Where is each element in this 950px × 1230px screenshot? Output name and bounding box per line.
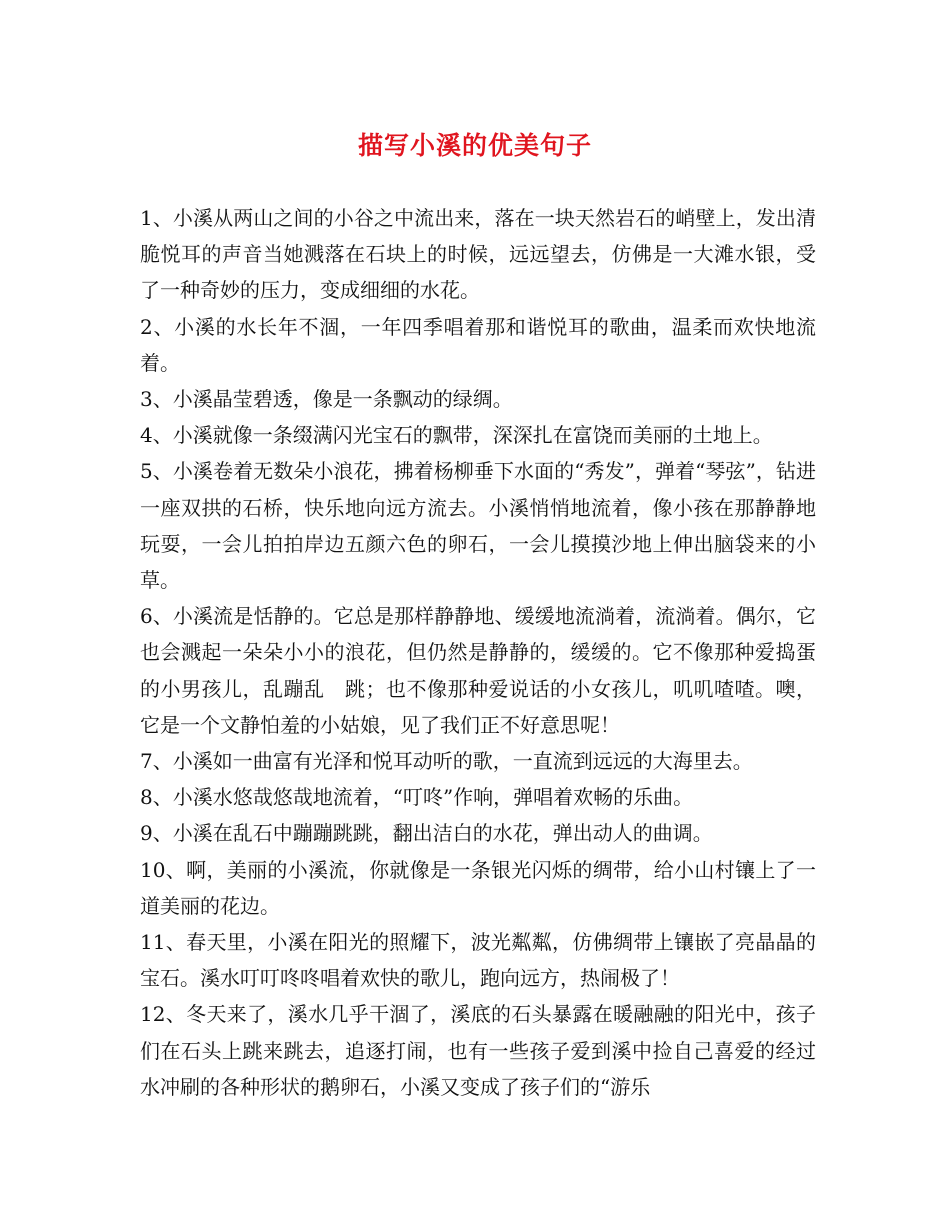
document-body xyxy=(140,200,816,1105)
paragraph-3: 3、小溪晶莹碧透，像是一条飘动的绿绸。 xyxy=(140,387,513,412)
page-title: 描写小溪的优美句子 xyxy=(357,131,592,160)
paragraph-10: 10、啊，美丽的小溪流，你就像是一条银光闪烁的绸带，给小山村镶上了一道美丽的花边。 xyxy=(140,857,816,918)
paragraph-2: 2、小溪的水长年不涸，一年四季唱着那和谐悦耳的歌曲，温柔而欢快地流着。 xyxy=(140,314,816,375)
paragraph-7: 7、小溪如一曲富有光泽和悦耳动听的歌，一直流到远远的大海里去。 xyxy=(140,749,753,774)
paragraph-11: 11、春天里，小溪在阳光的照耀下，波光粼粼，仿佛绸带上镶嵌了亮晶晶的宝石。溪水叮叮咚咚唱着欢快的歌儿，跑向远方，热闹极了！ xyxy=(140,930,816,991)
paragraph-6: 6、小溪流是恬静的。它总是那样静静地、缓缓地流淌着，流淌着。偶尔，它也会溅起一朵朵小小的浪花，但仍然是静静的，缓缓的。它不像那种爱捣蛋的小男孩儿，乱蹦乱 跳；也不像那种爱说话的小女孩儿，叽叽喳喳。噢，它是一个文静怕羞的小姑娘，见了我们正不好意思呢！ xyxy=(140,604,816,737)
paragraph-5: 5、小溪卷着无数朵小浪花，拂着杨柳垂下水面的“秀发”，弹着“琴弦”，钻进一座双拱的石桥，快乐地向远方流去。小溪悄悄地流着，像小孩在那静静地玩耍，一会儿拍拍岸边五颜六色的卵石，一会儿摸摸沙地上伸出脑袋来的小草。 xyxy=(140,459,816,593)
paragraph-12: 12、冬天来了，溪水几乎干涸了，溪底的石头暴露在暖融融的阳光中，孩子们在石头上跳来跳去，追逐打闹，也有一些孩子爱到溪中捡自己喜爱的经过水冲刷的各种形状的鹅卵石，小溪又变成了孩子们的“游乐 xyxy=(140,1002,816,1099)
paragraph-9: 9、小溪在乱石中蹦蹦跳跳，翻出洁白的水花，弹出动人的曲调。 xyxy=(140,821,713,846)
paragraph-4: 4、小溪就像一条缀满闪光宝石的飘带，深深扎在富饶而美丽的土地上。 xyxy=(140,423,773,448)
paragraph-8: 8、小溪水悠哉悠哉地流着，“叮咚”作响，弹唱着欢畅的乐曲。 xyxy=(140,785,694,810)
paragraph-1: 1、小溪从两山之间的小谷之中流出来，落在一块天然岩石的峭壁上，发出清脆悦耳的声音当她溅落在石块上的时候，远远望去，仿佛是一大滩水银，受了一种奇妙的压力，变成细细的水花。 xyxy=(140,206,816,303)
